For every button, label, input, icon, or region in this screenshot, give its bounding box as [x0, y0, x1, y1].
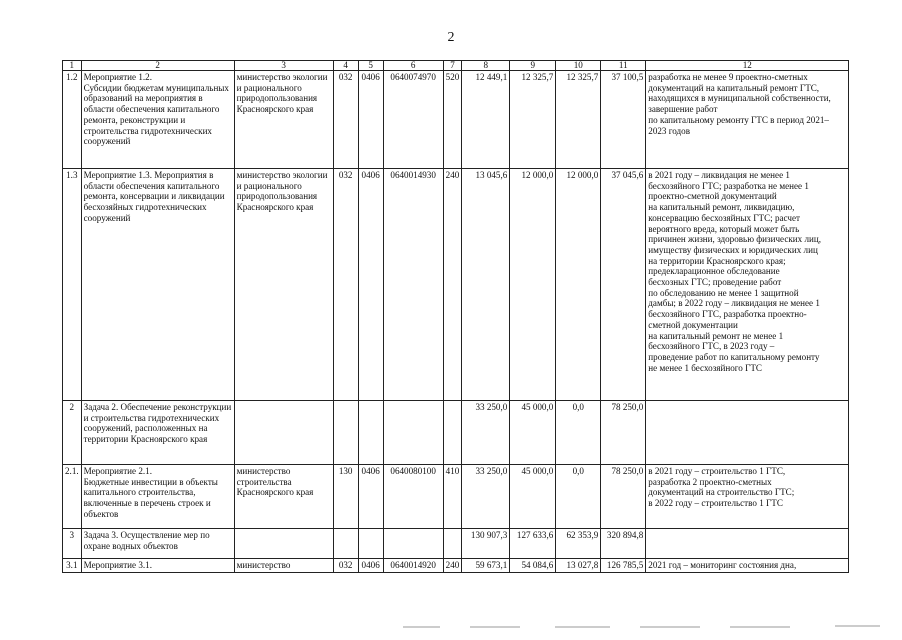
column-header: 6	[383, 61, 443, 71]
expected-result: разработка не менее 9 проектно-сметных документаций на капитальный ремонт ГТС, находящихся в муниципальной собственности, завершение работ по капитальному ремонту ГТС в период 2021–2023 годов	[646, 71, 849, 169]
row-number: 3.1	[63, 559, 82, 573]
grbs-code: 032	[333, 559, 358, 573]
amount-2022: 45 000,0	[510, 401, 556, 465]
table-row	[63, 465, 849, 529]
amount-2021: 33 250,0	[462, 401, 510, 465]
amount-2023: 13 027,8	[556, 559, 601, 573]
column-header: 8	[462, 61, 510, 71]
vr-code	[443, 529, 462, 559]
row-number: 2.1.	[63, 465, 82, 529]
executor	[234, 401, 333, 465]
vr-code: 520	[443, 71, 462, 169]
vr-code: 240	[443, 169, 462, 401]
header-row	[63, 61, 849, 71]
activity-name: Мероприятие 2.1. Бюджетные инвестиции в объекты капитального строительства, включенные в перечень строек и объектов	[81, 465, 234, 529]
expected-result	[646, 401, 849, 465]
amount-2021: 13 045,6	[462, 169, 510, 401]
table-row	[63, 169, 849, 401]
row-number: 1.3	[63, 169, 82, 401]
amount-total: 37 100,5	[601, 71, 646, 169]
csr-code	[383, 401, 443, 465]
csr-code: 0640074970	[383, 71, 443, 169]
amount-2023: 0,0	[556, 401, 601, 465]
rzpr-code: 0406	[358, 465, 383, 529]
row-number: 1.2	[63, 71, 82, 169]
rzpr-code	[358, 529, 383, 559]
table-row	[63, 529, 849, 559]
column-header: 5	[358, 61, 383, 71]
column-header: 11	[601, 61, 646, 71]
executor: министерство экологии и рационального природопользования Красноярского края	[234, 169, 333, 401]
activity-name: Мероприятие 1.2. Субсидии бюджетам муниципальных образований на мероприятия в области обеспечения капитального ремонта, реконструкции и строительства гидротехнических сооружений	[81, 71, 234, 169]
amount-2021: 33 250,0	[462, 465, 510, 529]
amount-2021: 12 449,1	[462, 71, 510, 169]
amount-2023: 12 325,7	[556, 71, 601, 169]
executor: министерство строительства Красноярского края	[234, 465, 333, 529]
expected-result: в 2021 году – ликвидация не менее 1 бесхозяйного ГТС; разработка не менее 1 проектно-сметной документаций на капитальный ремонт, ликвидацию, консервацию бесхозяйных ГТС; расчет вероятного вреда, который может быть причинен жизни, здоровью физических лиц, имуществу физических и юридических лиц на территории Красноярского края; предекларационное обследование бесхозных ГТС; проведение работ по обследованию не менее 1 защитной дамбы; в 2022 году – ликвидация не менее 1 бесхозяйного ГТС, разработка проектно- сметной документации на капитальный ремонт не менее 1 бесхозяйного ГТС, в 2023 году – проведение работ по капитальному ремонту не менее 1 бесхозяйного ГТС	[646, 169, 849, 401]
amount-2021: 130 907,3	[462, 529, 510, 559]
column-header: 4	[333, 61, 358, 71]
amount-2023: 12 000,0	[556, 169, 601, 401]
expected-result: в 2021 году – строительство 1 ГТС, разработка 2 проектно-сметных документаций на строительство ГТС; в 2022 году – строительство 1 ГТС	[646, 465, 849, 529]
rzpr-code	[358, 401, 383, 465]
program-activities-table	[62, 60, 849, 573]
amount-2021: 59 673,1	[462, 559, 510, 573]
amount-2022: 45 000,0	[510, 465, 556, 529]
table-row	[63, 559, 849, 573]
amount-2022: 127 633,6	[510, 529, 556, 559]
task-name: Задача 3. Осуществление мер по охране водных объектов	[81, 529, 234, 559]
column-header: 2	[81, 61, 234, 71]
amount-2022: 54 084,6	[510, 559, 556, 573]
csr-code: 0640080100	[383, 465, 443, 529]
csr-code: 0640014920	[383, 559, 443, 573]
amount-2023: 62 353,9	[556, 529, 601, 559]
vr-code	[443, 401, 462, 465]
grbs-code: 032	[333, 71, 358, 169]
amount-total: 37 045,6	[601, 169, 646, 401]
executor	[234, 529, 333, 559]
column-header: 1	[63, 61, 82, 71]
row-number: 2	[63, 401, 82, 465]
activity-name: Мероприятие 3.1.	[81, 559, 234, 573]
table-row	[63, 401, 849, 465]
column-header: 3	[234, 61, 333, 71]
amount-2022: 12 325,7	[510, 71, 556, 169]
amount-2023: 0,0	[556, 465, 601, 529]
column-header: 7	[443, 61, 462, 71]
executor: министерство	[234, 559, 333, 573]
grbs-code: 032	[333, 169, 358, 401]
amount-total: 320 894,8	[601, 529, 646, 559]
vr-code: 240	[443, 559, 462, 573]
rzpr-code: 0406	[358, 559, 383, 573]
activity-name: Мероприятие 1.3. Мероприятия в области обеспечения капитального ремонта, консервации и ликвидации бесхозяйных гидротехнических сооружений	[81, 169, 234, 401]
row-number: 3	[63, 529, 82, 559]
expected-result	[646, 529, 849, 559]
grbs-code	[333, 401, 358, 465]
task-name: Задача 2. Обеспечение реконструкции и строительства гидротехнических сооружений, расположенных на территории Красноярского края	[81, 401, 234, 465]
amount-total: 126 785,5	[601, 559, 646, 573]
grbs-code: 130	[333, 465, 358, 529]
rzpr-code: 0406	[358, 71, 383, 169]
executor: министерство экологии и рационального природопользования Красноярского края	[234, 71, 333, 169]
expected-result: 2021 год – мониторинг состояния дна,	[646, 559, 849, 573]
page-number: 2	[447, 30, 455, 45]
csr-code: 0640014930	[383, 169, 443, 401]
amount-2022: 12 000,0	[510, 169, 556, 401]
column-header: 12	[646, 61, 849, 71]
amount-total: 78 250,0	[601, 465, 646, 529]
grbs-code	[333, 529, 358, 559]
column-header: 9	[510, 61, 556, 71]
csr-code	[383, 529, 443, 559]
amount-total: 78 250,0	[601, 401, 646, 465]
rzpr-code: 0406	[358, 169, 383, 401]
table-row	[63, 71, 849, 169]
column-header: 10	[556, 61, 601, 71]
vr-code: 410	[443, 465, 462, 529]
